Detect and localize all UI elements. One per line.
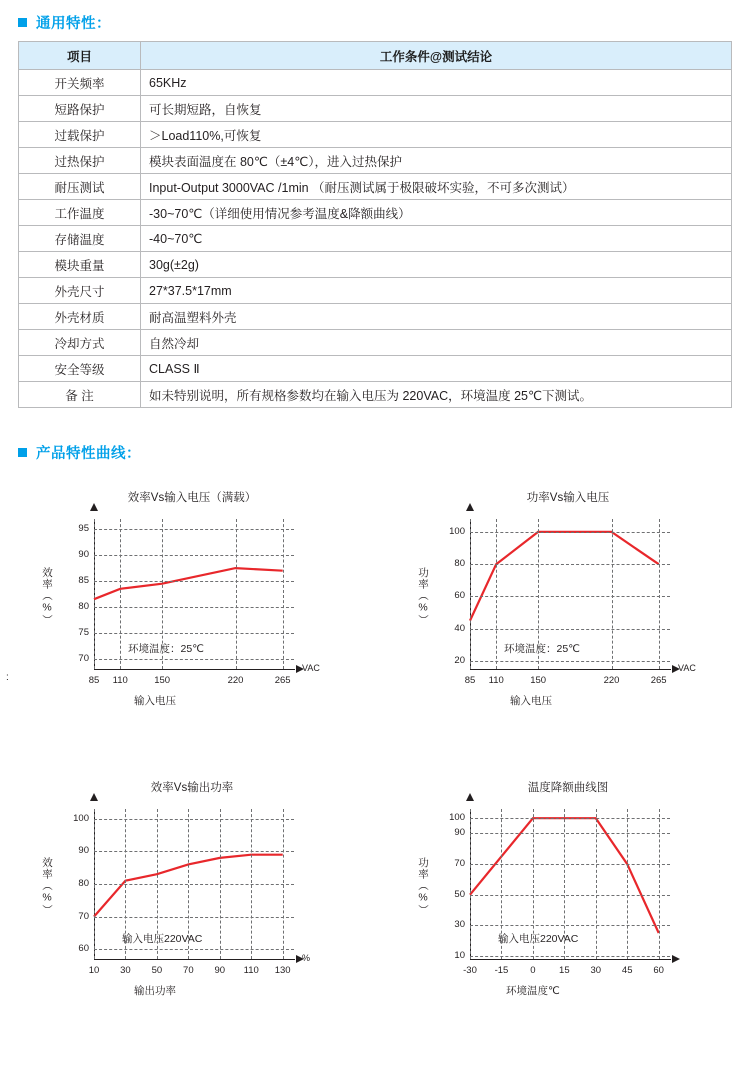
x-tick-label: 110 <box>112 675 128 686</box>
y-tick-label: 40 <box>454 622 465 634</box>
gridline-vertical <box>659 519 660 669</box>
gridline-horizontal <box>470 596 670 597</box>
gridline-horizontal <box>470 661 670 662</box>
gridline-vertical <box>283 519 284 669</box>
section-header-curves <box>18 442 750 463</box>
x-tick-label: 50 <box>151 965 163 976</box>
y-tick-label: 60 <box>454 590 465 602</box>
x-axis-label: 环境温度℃ <box>506 985 560 997</box>
x-tick-label: 70 <box>183 965 194 976</box>
gridline-vertical <box>94 519 95 669</box>
gridline-vertical <box>659 809 660 959</box>
y-tick-label: 80 <box>454 558 465 570</box>
gridline-horizontal <box>470 864 670 865</box>
y-tick-label: 100 <box>449 812 465 824</box>
table-cell-item: 外壳材质 <box>19 304 141 330</box>
table-cell-value: 模块表面温度在 80℃（±4℃），进入过热保护 <box>141 148 732 174</box>
gridline-horizontal <box>470 956 670 957</box>
table-cell-item: 存储温度 <box>19 226 141 252</box>
gridline-horizontal <box>470 564 670 565</box>
table-row <box>19 304 732 330</box>
gridline-vertical <box>496 519 497 669</box>
gridline-horizontal <box>94 819 294 820</box>
x-axis-label: 输入电压 <box>134 695 176 707</box>
y-tick-label: 95 <box>78 523 89 535</box>
chart-title: 效率Vs输入电压（满载） <box>127 492 257 504</box>
x-tick-label: 265 <box>650 675 667 686</box>
gridline-horizontal <box>94 851 294 852</box>
y-tick-label: 100 <box>73 812 89 824</box>
gridline-horizontal <box>94 555 294 556</box>
x-tick-label: 30 <box>120 965 131 976</box>
table-cell-value: Input-Output 3000VAC /1min （耐压测试属于极限破坏实验，不可多次测试） <box>141 174 732 200</box>
x-tick-label: 85 <box>464 675 476 686</box>
gridline-horizontal <box>470 629 670 630</box>
gridline-vertical <box>470 809 471 959</box>
table-cell-item: 备 注 <box>19 382 141 408</box>
x-axis-unit: % <box>302 953 311 963</box>
chart-annotation: 环境温度：25℃ <box>128 643 204 655</box>
x-tick-label: 130 <box>274 965 291 976</box>
chart-annotation: 环境温度：25℃ <box>504 643 580 655</box>
x-tick-label: 110 <box>488 675 504 686</box>
gridline-horizontal <box>94 917 294 918</box>
chart-power-vs-vin <box>398 489 738 739</box>
gridline-vertical <box>612 519 613 669</box>
table-cell-value: ＞Load110%,可恢复 <box>141 122 732 148</box>
gridline-horizontal <box>470 925 670 926</box>
x-tick-label: 220 <box>603 675 620 686</box>
x-tick-label: 30 <box>590 965 602 976</box>
gridline-horizontal <box>94 884 294 885</box>
gridline-vertical <box>533 809 534 959</box>
x-axis-unit: VAC <box>302 663 320 673</box>
gridline-vertical <box>162 519 163 669</box>
left-margin-mark: : <box>6 672 9 683</box>
y-tick-label: 80 <box>78 878 89 889</box>
spec-table <box>18 41 732 408</box>
table-cell-item: 开关频率 <box>19 70 141 96</box>
table-row <box>19 148 732 174</box>
chart-title: 效率Vs输出功率 <box>150 782 234 794</box>
chart-eff-vs-pout <box>22 779 362 1029</box>
y-tick-label: 70 <box>454 858 465 870</box>
table-cell-value: 如未特别说明，所有规格参数均在输入电压为 220VAC，环境温度 25℃下测试。 <box>141 382 732 408</box>
x-axis-unit: VAC <box>678 663 696 673</box>
y-tick-label: 50 <box>454 888 465 900</box>
y-tick-label: 90 <box>78 549 89 561</box>
table-cell-item: 工作温度 <box>19 200 141 226</box>
section-title-general: 通用特性： <box>36 16 111 32</box>
gridline-horizontal <box>94 659 294 660</box>
y-axis-label: 功率（%） <box>417 857 429 916</box>
x-tick-label: 150 <box>154 675 171 686</box>
gridline-horizontal <box>94 581 294 582</box>
table-row <box>19 330 732 356</box>
table-cell-item: 外壳尺寸 <box>19 278 141 304</box>
table-row <box>19 96 732 122</box>
gridline-vertical <box>596 809 597 959</box>
x-tick-label: -30 <box>463 965 477 976</box>
x-tick-label: 220 <box>227 675 244 686</box>
x-tick-label: 15 <box>559 965 570 976</box>
table-row <box>19 226 732 252</box>
table-cell-value: 30g(±2g) <box>141 252 732 278</box>
table-row <box>19 382 732 408</box>
chart-derating <box>398 779 738 1029</box>
gridline-vertical <box>538 519 539 669</box>
y-tick-label: 75 <box>78 626 89 638</box>
gridline-horizontal <box>94 949 294 950</box>
x-tick-label: 90 <box>214 965 226 976</box>
table-row <box>19 278 732 304</box>
x-tick-label: 60 <box>653 965 664 976</box>
gridline-horizontal <box>470 532 670 533</box>
gridline-vertical <box>236 519 237 669</box>
bullet-square-icon <box>18 448 27 457</box>
y-tick-label: 85 <box>78 575 89 587</box>
section-title-curves: 产品特性曲线： <box>36 446 141 462</box>
chart-annotation: 输入电压220VAC <box>498 933 579 945</box>
table-row <box>19 356 732 382</box>
x-tick-label: 85 <box>88 675 100 686</box>
table-row <box>19 200 732 226</box>
gridline-horizontal <box>470 895 670 896</box>
gridline-vertical <box>120 519 121 669</box>
y-tick-label: 90 <box>454 827 465 839</box>
table-row <box>19 252 732 278</box>
x-tick-label: 45 <box>621 965 633 976</box>
table-cell-item: 过载保护 <box>19 122 141 148</box>
gridline-horizontal <box>470 818 670 819</box>
x-tick-label: 10 <box>88 965 100 976</box>
x-tick-label: -15 <box>494 965 509 976</box>
gridline-vertical <box>470 519 471 669</box>
chart-annotation: 输入电压220VAC <box>122 933 203 945</box>
table-cell-value: 27*37.5*17mm <box>141 278 732 304</box>
x-tick-label: 150 <box>530 675 547 686</box>
y-tick-label: 10 <box>454 949 465 961</box>
gridline-horizontal <box>94 633 294 634</box>
y-tick-label: 90 <box>78 845 89 857</box>
y-axis-label: 功率（%） <box>417 567 429 626</box>
table-cell-value: CLASS Ⅱ <box>141 356 732 382</box>
table-cell-item: 耐压测试 <box>19 174 141 200</box>
y-axis-label: 效率（%） <box>41 567 53 626</box>
table-cell-item: 过热保护 <box>19 148 141 174</box>
y-axis-label: 效率（%） <box>41 857 53 916</box>
table-cell-item: 冷却方式 <box>19 330 141 356</box>
y-tick-label: 30 <box>454 919 465 931</box>
gridline-horizontal <box>470 833 670 834</box>
y-tick-label: 60 <box>78 943 89 955</box>
table-header-condition: 工作条件@测试结论 <box>141 42 732 70</box>
y-tick-label: 20 <box>454 654 465 666</box>
table-cell-value: 可长期短路，自恢复 <box>141 96 732 122</box>
table-cell-value: 自然冷却 <box>141 330 732 356</box>
table-cell-value: 耐高温塑料外壳 <box>141 304 732 330</box>
chart-title: 温度降额曲线图 <box>527 782 609 794</box>
y-tick-label: 70 <box>78 910 89 922</box>
bullet-square-icon <box>18 18 27 27</box>
charts-area <box>0 489 750 1029</box>
table-cell-item: 安全等级 <box>19 356 141 382</box>
gridline-vertical <box>564 809 565 959</box>
x-axis-label: 输出功率 <box>134 985 176 997</box>
table-row <box>19 122 732 148</box>
x-tick-label: 110 <box>243 965 259 976</box>
gridline-horizontal <box>94 607 294 608</box>
y-tick-label: 80 <box>78 600 89 612</box>
table-cell-value: -30~70℃（详细使用情况参考温度&降额曲线） <box>141 200 732 226</box>
chart-title: 功率Vs输入电压 <box>526 492 610 504</box>
x-tick-label: 0 <box>530 965 536 976</box>
section-header-general <box>18 12 750 33</box>
table-row <box>19 70 732 96</box>
table-cell-value: 65KHz <box>141 70 732 96</box>
gridline-vertical <box>627 809 628 959</box>
table-row <box>19 174 732 200</box>
table-header-row <box>19 42 732 70</box>
gridline-horizontal <box>94 529 294 530</box>
table-cell-value: -40~70℃ <box>141 226 732 252</box>
x-axis-label: 输入电压 <box>510 695 552 707</box>
table-header-item: 项目 <box>19 42 141 70</box>
table-cell-item: 短路保护 <box>19 96 141 122</box>
y-tick-label: 70 <box>78 652 89 664</box>
chart-eff-vs-vin <box>22 489 362 739</box>
x-tick-label: 265 <box>274 675 291 686</box>
y-tick-label: 100 <box>449 525 465 537</box>
table-cell-item: 模块重量 <box>19 252 141 278</box>
gridline-vertical <box>501 809 502 959</box>
